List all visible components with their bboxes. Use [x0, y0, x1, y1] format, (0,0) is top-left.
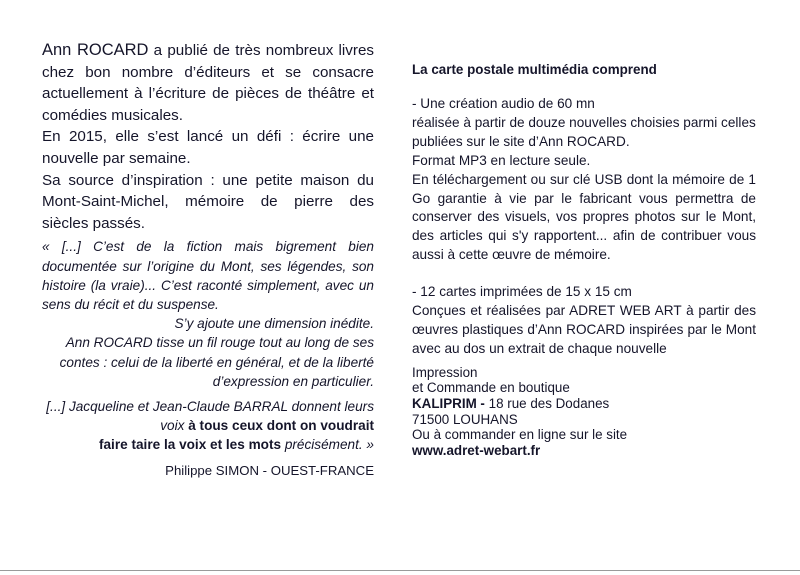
author-intro: [42, 40, 374, 126]
print-line-1: Impression: [412, 364, 478, 380]
quote-part-4-end: précisément. »: [281, 437, 374, 453]
press-quote: [42, 237, 374, 454]
quote-emphasis-2: faire taire la voix et les mots: [98, 437, 282, 453]
quote-emphasis-1: à tous ceux dont on voudrait: [188, 418, 374, 434]
contact-block: [412, 365, 756, 459]
website-link[interactable]: [412, 443, 756, 459]
online-order-line: Ou à commander en ligne sur le site: [412, 427, 628, 443]
left-column: [42, 40, 374, 478]
website-text[interactable]: www.adret-webart.fr: [412, 442, 541, 458]
address-line: [412, 396, 756, 412]
audio-download: En téléchargement ou sur clé USB dont la mémoire de 1 Go garantie à vie par le fabricant vous permettra de conserver des visuels, vos propres photos sur le Mont, des articles qui s'y rapportent... afin de contribuer vous aussi à cette œuvre de mémoire.: [412, 171, 756, 263]
quote-part-1: « [...] C’est de la fiction mais bigrement bien documentée sur l’origine du Mont, ses légendes, son histoire (la vraie)... C’est raconté simplement, avec un sens du récit et du suspense.: [42, 239, 374, 312]
cards-title: - 12 cartes imprimées de 15 x 15 cm: [412, 284, 632, 300]
audio-title: - Une création audio de 60 mn: [412, 96, 595, 111]
street-address: 18 rue des Dodanes: [484, 395, 610, 411]
company-name: KALIPRIM -: [412, 395, 485, 411]
challenge-paragraph: En 2015, elle s’est lancé un défi : écrire une nouvelle par semaine.: [42, 128, 374, 167]
audio-description: réalisée à partir de douze nouvelles choisies parmi celles publiées sur le site d’Ann ROCARD.: [412, 114, 756, 149]
city-line: 71500 LOUHANS: [412, 411, 518, 427]
section-heading: La carte postale multimédia comprend: [412, 62, 657, 77]
quote-signature: Philippe SIMON - OUEST-FRANCE: [165, 462, 374, 478]
quote-part-2: S’y ajoute une dimension inédite.: [174, 316, 374, 332]
quote-part-4: [42, 397, 374, 455]
quote-part-3: Ann ROCARD tisse un fil rouge tout au long de ses contes : celui de la liberté en général, et de la liberté d’expression en particulier.: [59, 335, 374, 389]
inspiration-paragraph: Sa source d’inspiration : une petite maison du Mont-Saint-Michel, mémoire de pierre des siècles passés.: [42, 171, 374, 232]
bottom-divider: [0, 570, 800, 571]
audio-format: Format MP3 en lecture seule.: [412, 152, 591, 168]
quote-part-4-text: [...] Jacqueline et Jean-Claude BARRAL donnent leurs voix: [46, 398, 374, 434]
print-line-2: et Commande en boutique: [412, 380, 570, 396]
author-name: Ann ROCARD: [42, 41, 149, 59]
cards-description: Conçues et réalisées par ADRET WEB ART à partir des œuvres plastiques d’Ann ROCARD inspirées par le Mont avec au dos un extrait de chaque nouvelle: [412, 303, 756, 356]
author-intro-text: a publié de très nombreux livres chez bon nombre d’éditeurs et se consacre actuellement à l’écriture de pièces de théâtre et comédies musicales.: [42, 42, 374, 124]
right-column: [412, 62, 756, 458]
